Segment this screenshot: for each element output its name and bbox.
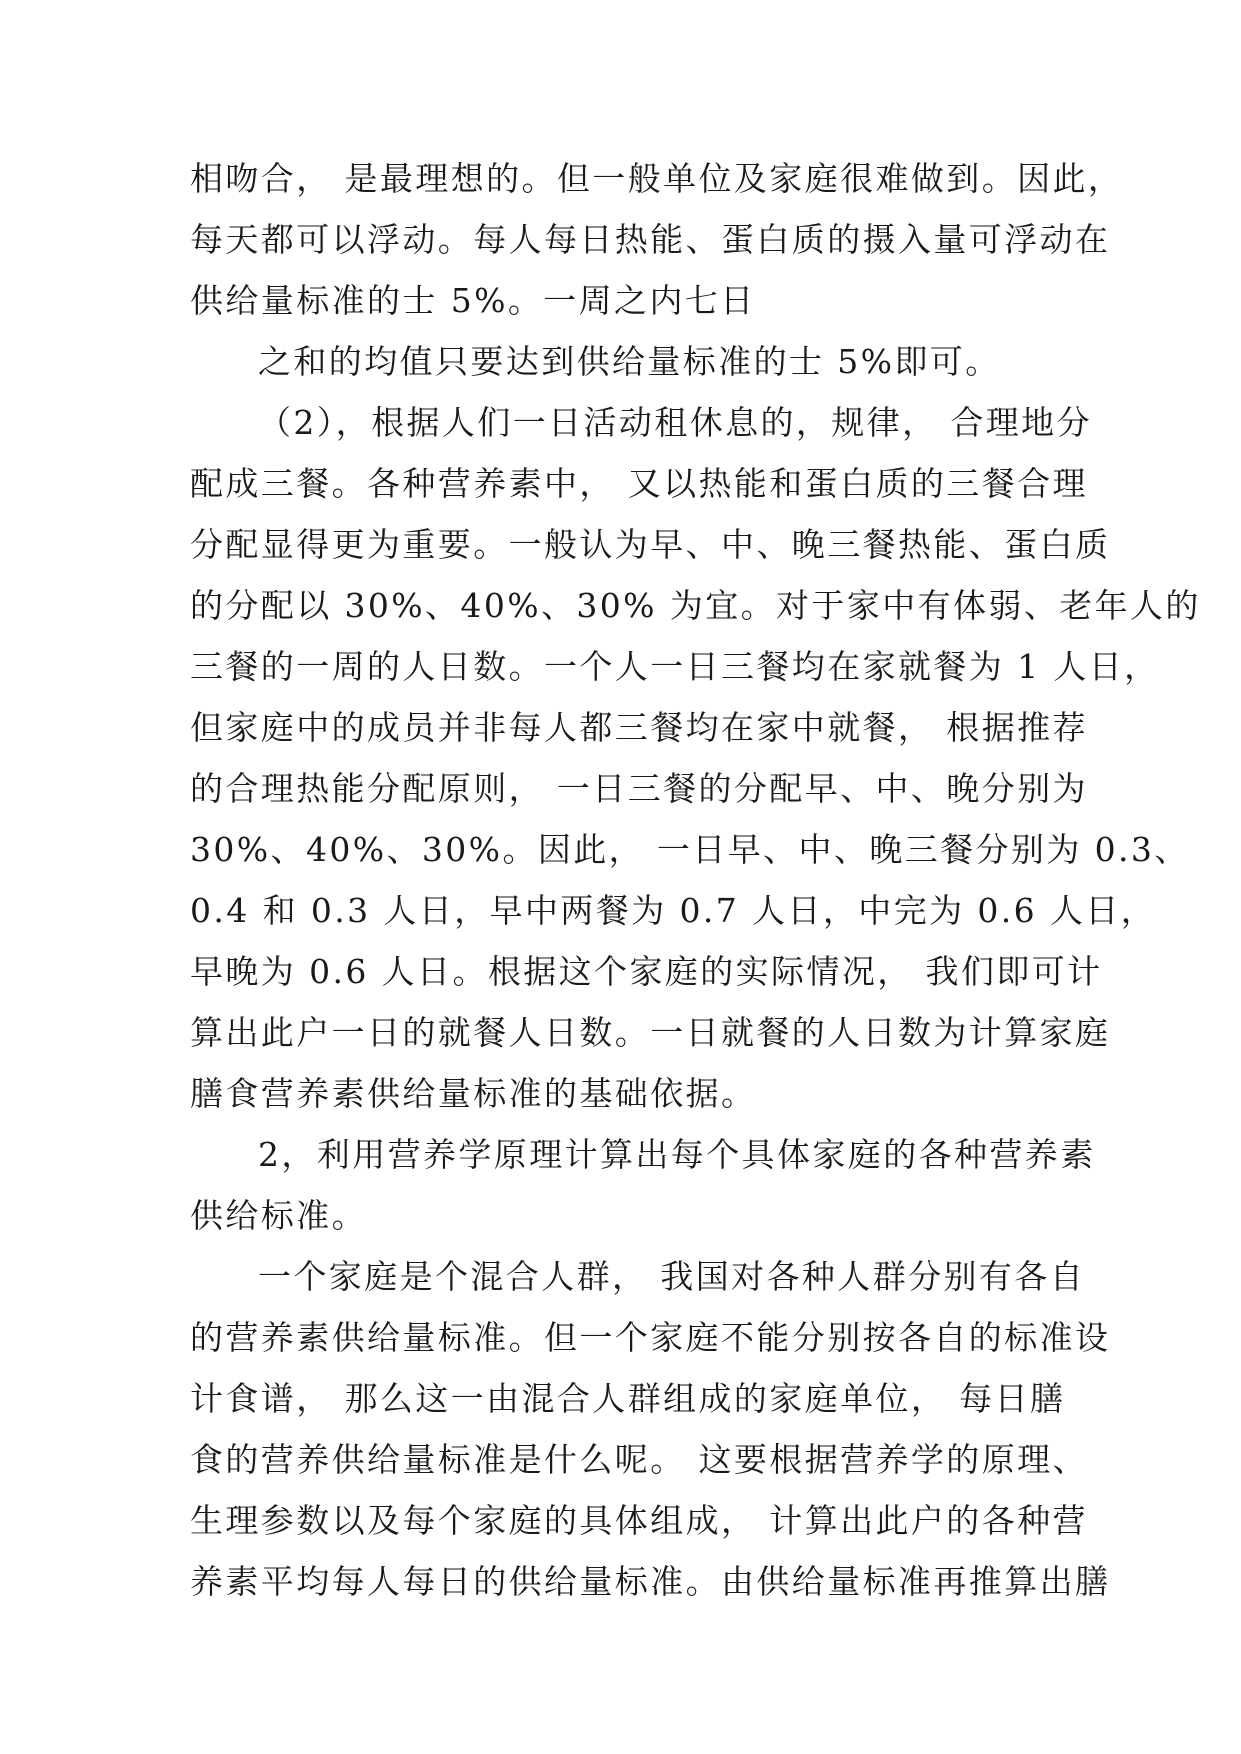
text-line: 之和的均值只要达到供给量标准的士 5%即可。 bbox=[258, 342, 1001, 381]
text-line: 供给标准。 bbox=[190, 1196, 367, 1235]
text-line: 30%、40%、30%。因此， 一日早、中、晚三餐分别为 0.3、 bbox=[190, 830, 1190, 869]
text-line: 的营养素供给量标准。但一个家庭不能分别按各自的标准设 bbox=[190, 1318, 1111, 1357]
body-text bbox=[190, 148, 1201, 1612]
text-line: 供给量标准的士 5%。一周之内七日 bbox=[190, 281, 756, 320]
text-line: 一个家庭是个混合人群， 我国对各种人群分别有各自 bbox=[258, 1257, 1086, 1296]
text-line: 早晚为 0.6 人日。根据这个家庭的实际情况， 我们即可计 bbox=[190, 952, 1103, 991]
text-line: 相吻合， 是最理想的。但一般单位及家庭很难做到。因此， bbox=[190, 159, 1124, 198]
text-line: 0.4 和 0.3 人日，早中两餐为 0.7 人日，中完为 0.6 人日， bbox=[190, 891, 1157, 930]
text-line: 膳食营养素供给量标准的基础依据。 bbox=[190, 1074, 757, 1113]
text-line: 计食谱， 那么这一由混合人群组成的家庭单位， 每日膳 bbox=[190, 1379, 1066, 1418]
text-line: 配成三餐。各种营养素中， 又以热能和蛋白质的三餐合理 bbox=[190, 464, 1088, 503]
text-line: 食的营养供给量标准是什么呢。 这要根据营养学的原理、 bbox=[190, 1440, 1088, 1479]
text-line: 三餐的一周的人日数。一个人一日三餐均在家就餐为 1 人日， bbox=[190, 647, 1160, 686]
text-line: （2），根据人们一日活动租休息的，规律， 合理地分 bbox=[258, 403, 1092, 442]
text-line: 算出此户一日的就餐人日数。一日就餐的人日数为计算家庭 bbox=[190, 1013, 1111, 1052]
text-line: 的合理热能分配原则， 一日三餐的分配早、中、晚分别为 bbox=[190, 769, 1088, 808]
text-line: 分配显得更为重要。一般认为早、中、晚三餐热能、蛋白质 bbox=[190, 525, 1111, 564]
text-line: 但家庭中的成员并非每人都三餐均在家中就餐， 根据推荐 bbox=[190, 708, 1088, 747]
text-line: 生理参数以及每个家庭的具体组成， 计算出此户的各种营 bbox=[190, 1501, 1088, 1540]
text-line: 养素平均每人每日的供给量标准。由供给量标准再推算出膳 bbox=[190, 1562, 1111, 1601]
text-line: 的分配以 30%、40%、30% 为宜。对于家中有体弱、老年人的 bbox=[190, 586, 1201, 625]
text-line: 2，利用营养学原理计算出每个具体家庭的各种营养素 bbox=[258, 1135, 1096, 1174]
text-line: 每天都可以浮动。每人每日热能、蛋白质的摄入量可浮动在 bbox=[190, 220, 1111, 259]
